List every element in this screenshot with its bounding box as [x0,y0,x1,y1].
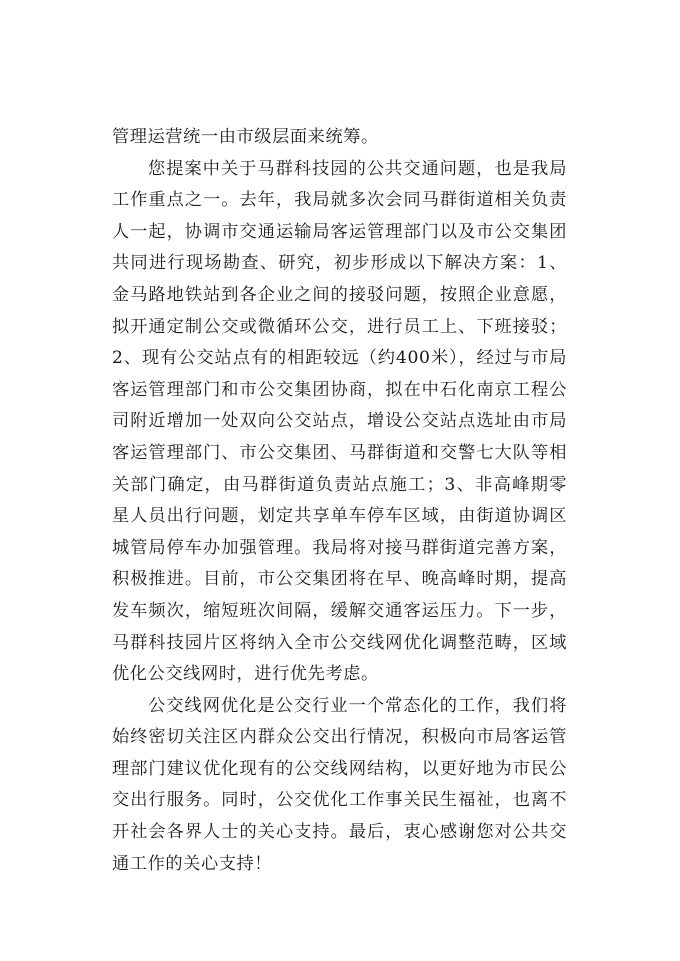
letter-body [112,122,567,880]
paragraph-continuation: 管理运营统一由市级层面来统筹。 [112,127,379,147]
paragraph-closing: 公交线网优化是公交行业一个常态化的工作，我们将始终密切关注区内群众公交出行情况，积极向市局客运管理部门建议优化现有的公交线网结构，以更好地为市民公交出行服务。同时，公交优化工作事关民生福祉，也离不开社会各界人士的关心支持。最后，衷心感谢您对公共交通工作的关心支持！ [112,695,567,874]
paragraph-proposal-response: 您提案中关于马群科技园的公共交通问题，也是我局工作重点之一。去年，我局就多次会同马群街道相关负责人一起，协调市交通运输局客运管理部门以及市公交集团共同进行现场勘查、研究，初步形成以下解决方案：1、金马路地铁站到各企业之间的接驳问题，按照企业意愿，拟开通定制公交或微循环公交，进行员工上、下班接驳；2、现有公交站点有的相距较远（约400米），经过与市局客运管理部门和市公交集团协商，拟在中石化南京工程公司附近增加一处双向公交站点，增设公交站点选址由市局客运管理部门、市公交集团、马群街道和交警七大队等相关部门确定，由马群街道负责站点施工；3、非高峰期零星人员出行问题，划定共享单车停车区域，由街道协调区城管局停车办加强管理。我局将对接马群街道完善方案，积极推进。目前，市公交集团将在早、晚高峰时期，提高发车频次，缩短班次间隔，缓解交通客运压力。下一步，马群科技园片区将纳入全市公交线网优化调整范畴，区域优化公交线网时，进行优先考虑。 [112,158,567,685]
